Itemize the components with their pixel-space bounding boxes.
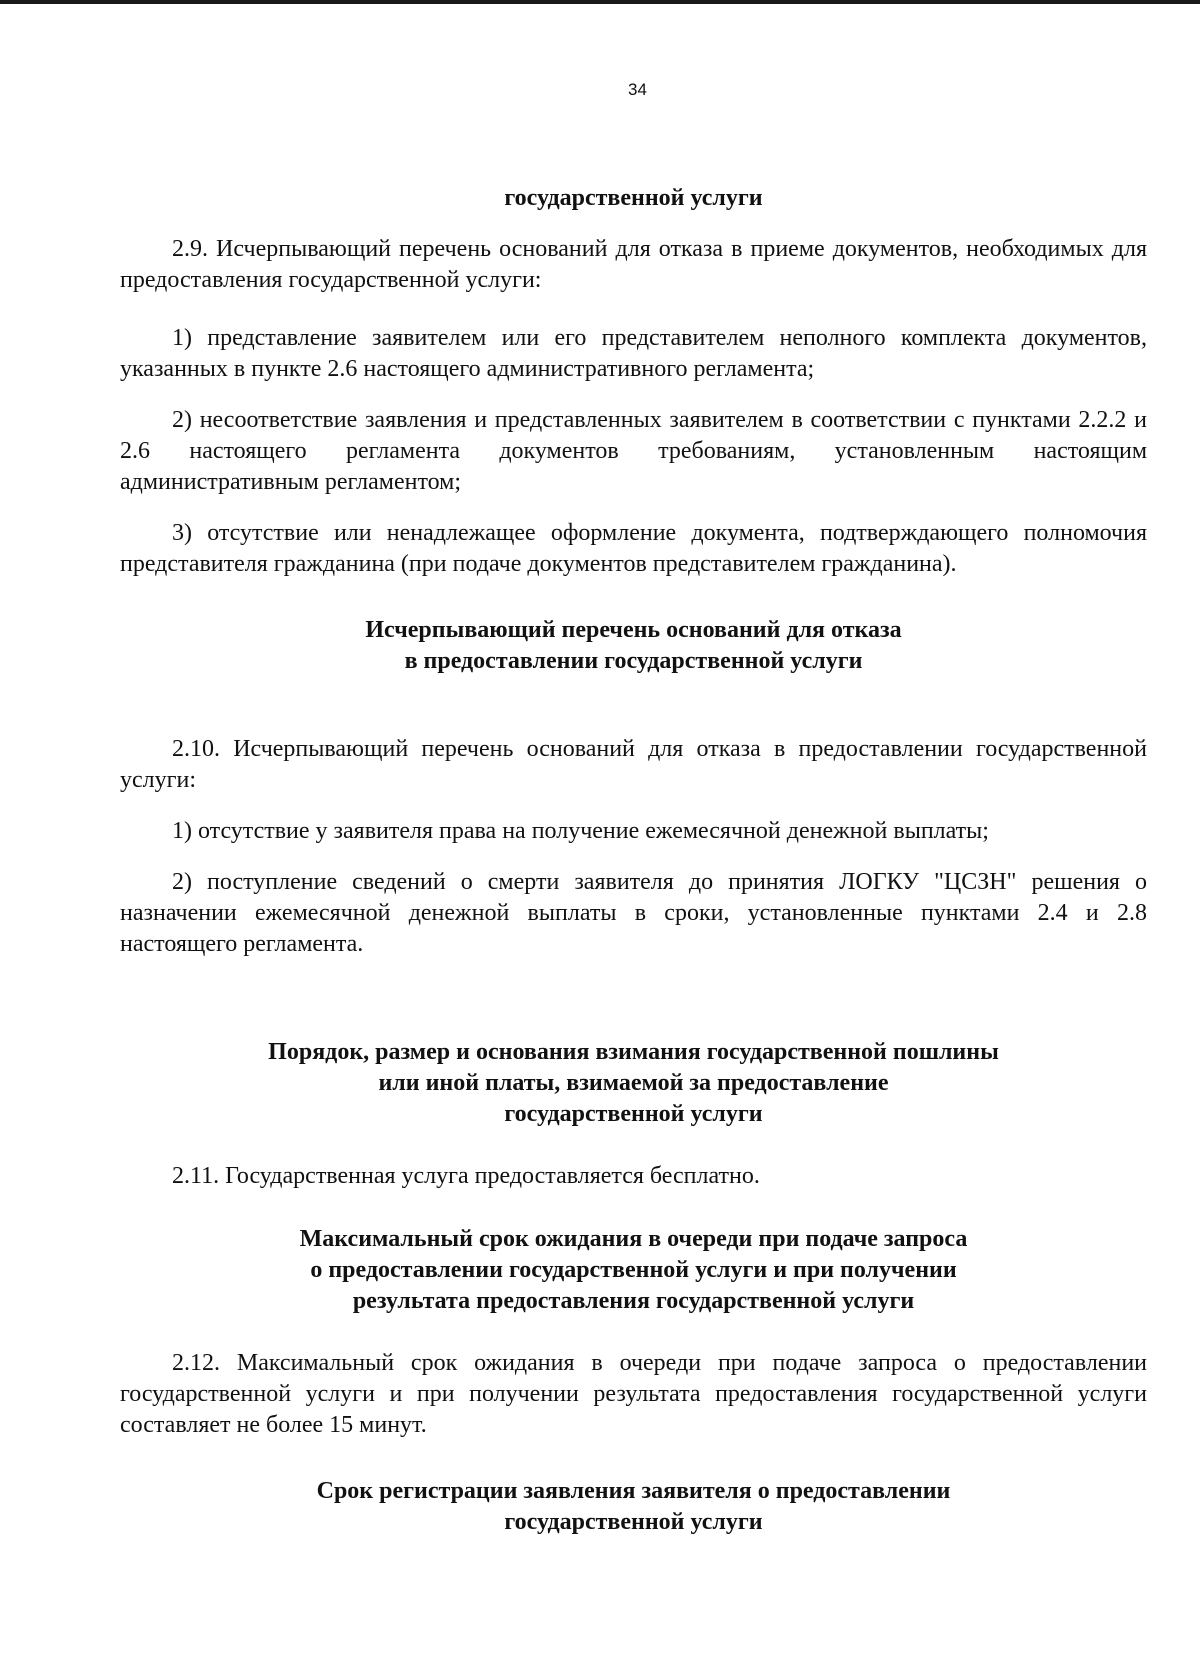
heading-line: или иной платы, взимаемой за предоставление [378,1070,889,1096]
heading-waiting-time [120,1224,1147,1317]
heading-line: Срок регистрации заявления заявителя о предоставлении [316,1478,951,1504]
heading-refusal-grounds [120,615,1147,677]
heading-registration-time [120,1476,1147,1538]
heading-fee [120,1037,1147,1130]
heading-line: в предоставлении государственной услуги [404,648,863,674]
paragraph-2-9-item-2: 2) несоответствие заявления и представленных заявителем в соответствии с пунктами 2.2.2 и 2.6 настоящего регламента документов требованиям, установленным настоящим административным регламентом; [120,407,1147,495]
page-number: 34 [628,80,647,99]
heading-line: Порядок, размер и основания взимания государственной пошлины [268,1039,999,1065]
paragraph-2-12: 2.12. Максимальный срок ожидания в очереди при подаче запроса о предоставлении государственной услуги и при получении результата предоставления государственной услуги составляет не более 15 минут. [120,1350,1147,1438]
heading-line: результата предоставления государственной услуги [352,1288,915,1314]
heading-line: о предоставлении государственной услуги и при получении [310,1257,957,1283]
paragraph-2-10: 2.10. Исчерпывающий перечень оснований для отказа в предоставлении государственной услуги: [120,736,1147,793]
paragraph-2-11: 2.11. Государственная услуга предоставляется бесплатно. [172,1163,760,1189]
paragraph-2-9-item-1: 1) представление заявителем или его представителем неполного комплекта документов, указанных в пункте 2.6 настоящего административного регламента; [120,325,1147,382]
scan-top-edge [0,0,1200,4]
heading-line: Максимальный срок ожидания в очереди при подаче запроса [299,1226,968,1252]
heading-line: государственной услуги [504,1101,763,1127]
paragraph-2-10-item-2: 2) поступление сведений о смерти заявителя до принятия ЛОГКУ "ЦСЗН" решения о назначении ежемесячной денежной выплаты в сроки, установленные пунктами 2.4 и 2.8 настоящего регламента. [120,869,1147,957]
paragraph-2-9-item-3: 3) отсутствие или ненадлежащее оформление документа, подтверждающего полномочия представителя гражданина (при подаче документов представителем гражданина). [120,520,1147,577]
document-body [120,183,1147,1538]
heading-line: государственной услуги [504,1509,763,1535]
heading-line: Исчерпывающий перечень оснований для отказа [365,617,902,643]
heading-continuation: государственной услуги [504,185,763,211]
paragraph-2-9: 2.9. Исчерпывающий перечень оснований для отказа в приеме документов, необходимых для предоставления государственной услуги: [120,236,1147,293]
paragraph-2-10-item-1: 1) отсутствие у заявителя права на получение ежемесячной денежной выплаты; [172,818,989,844]
